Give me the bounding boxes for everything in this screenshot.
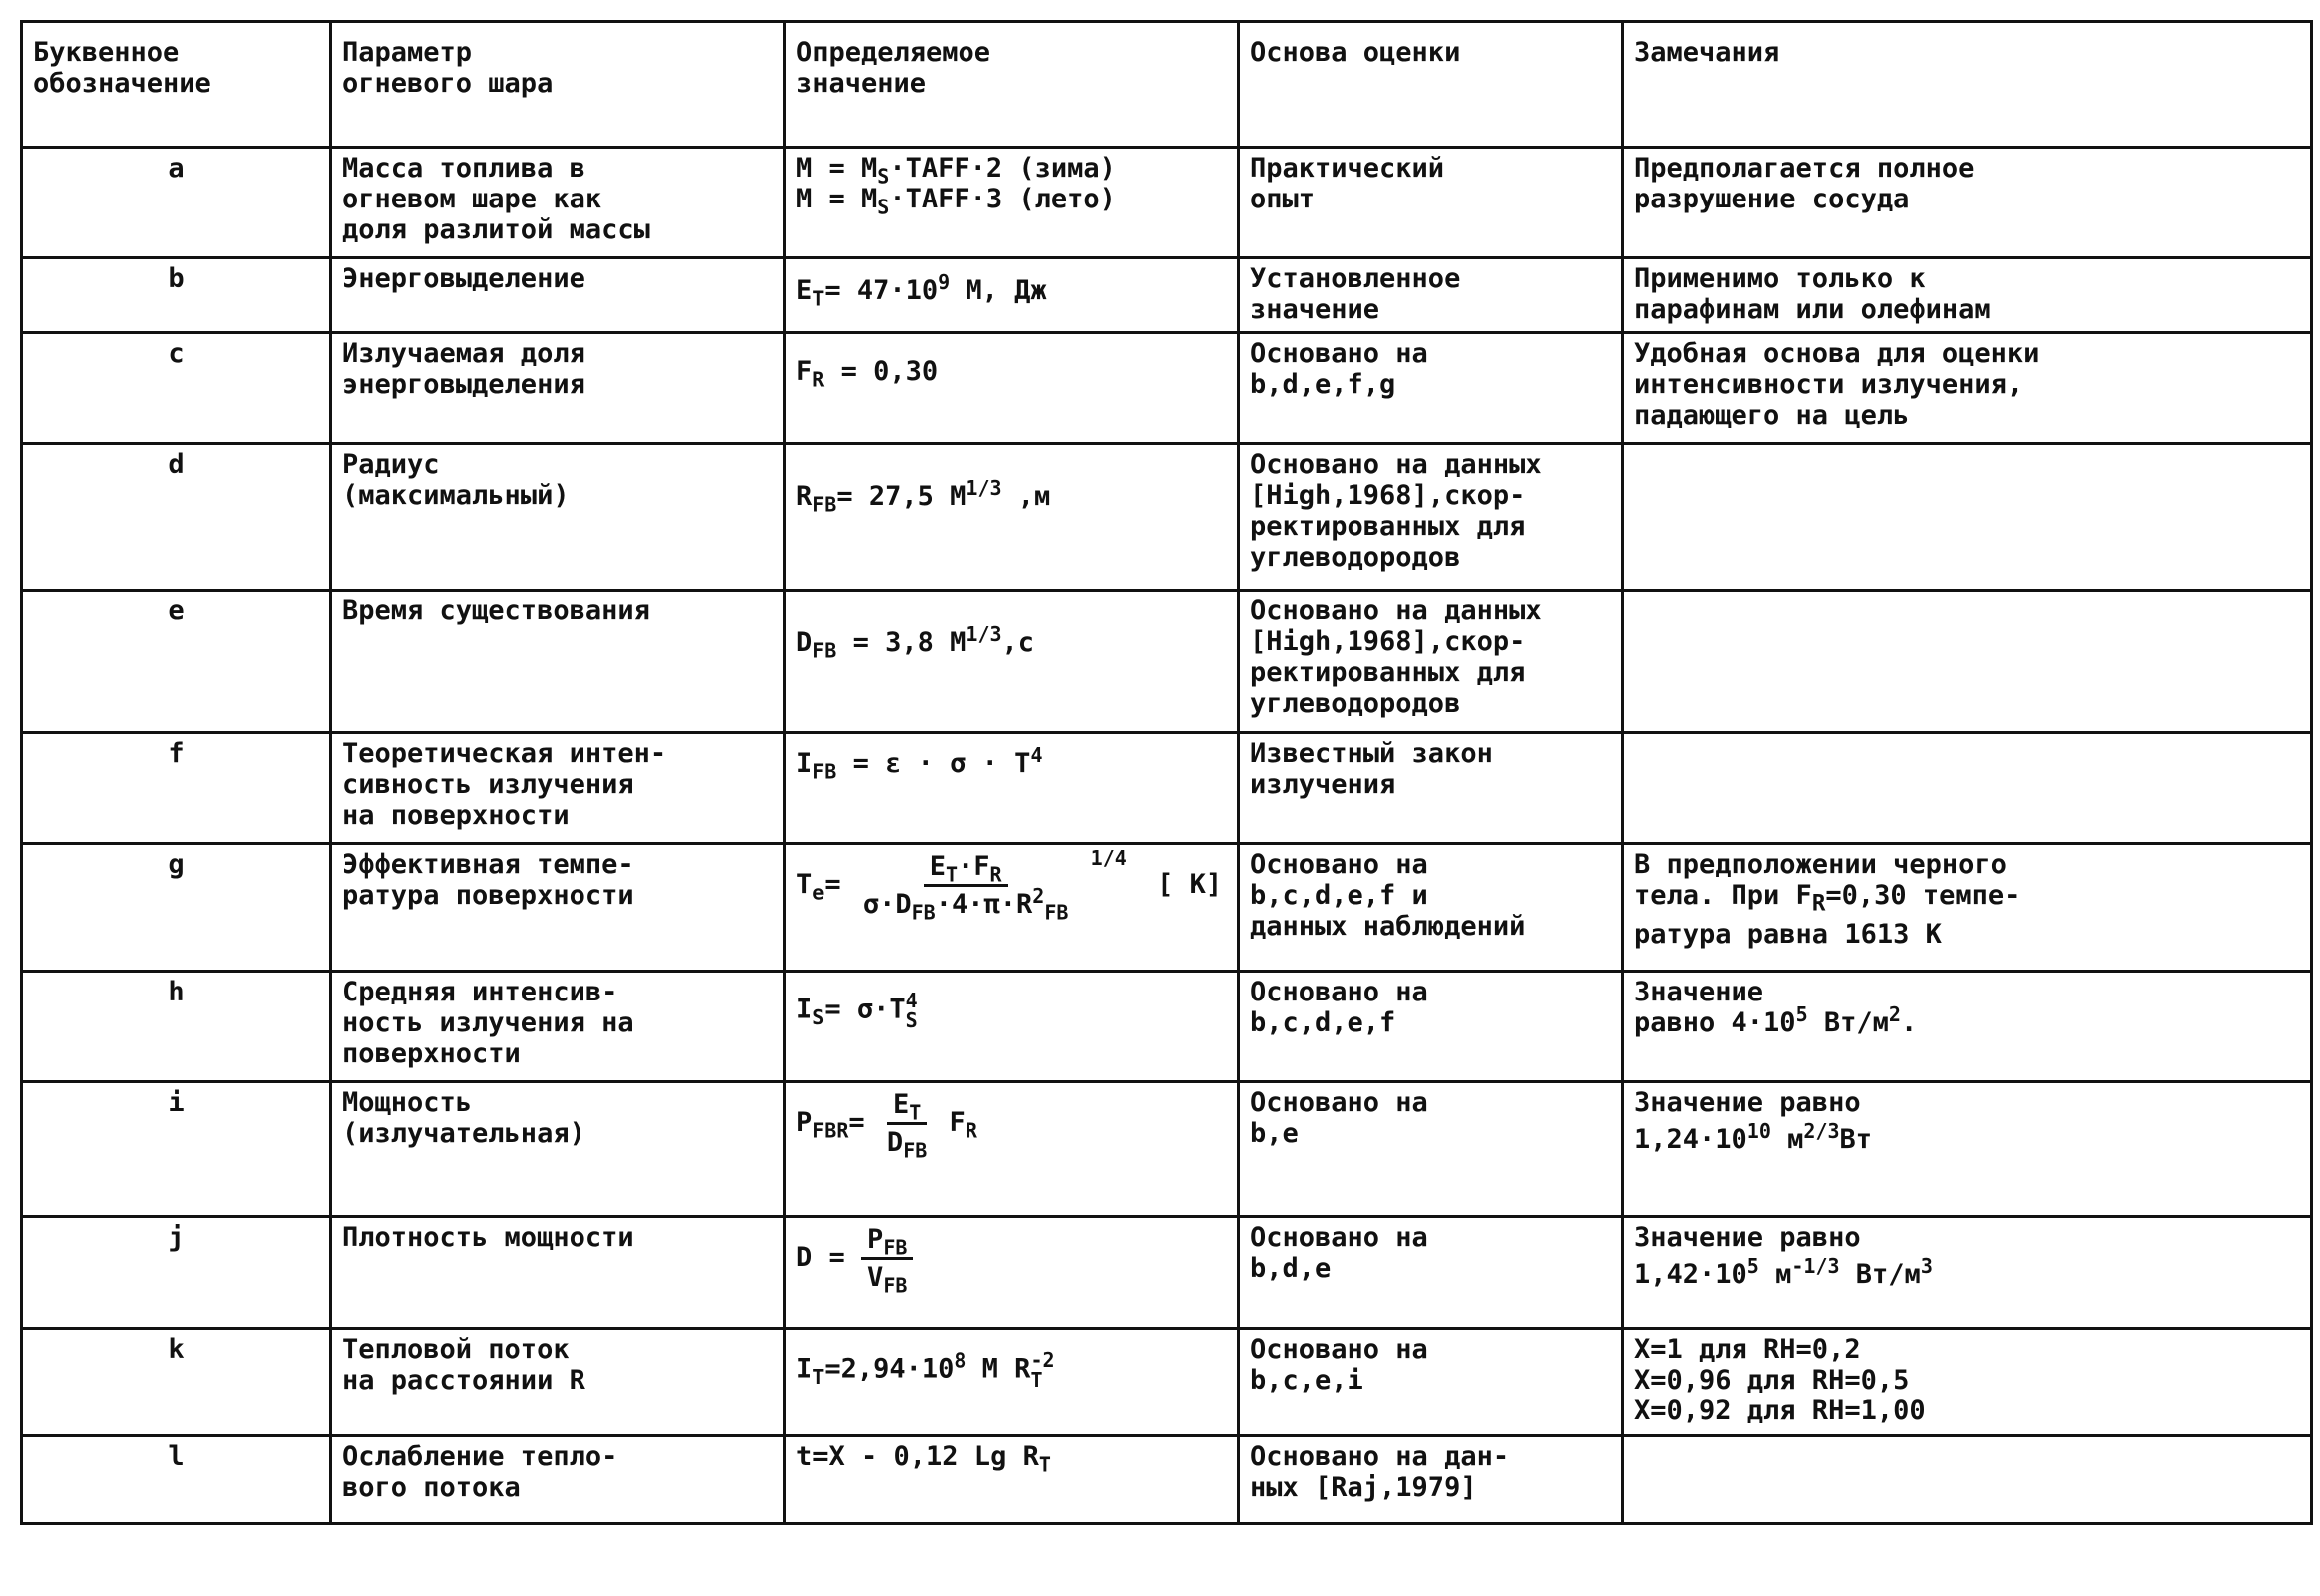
table-row [22,1082,2312,1217]
table-row [22,1436,2312,1524]
header-letter: Буквенное обозначение [22,22,331,148]
row-notes: X=1 для RH=0,2 X=0,96 для RH=0,5 X=0,92 для RH=1,00 [1623,1329,2312,1436]
row-letter: k [22,1329,331,1436]
row-parameter: Мощность (излучательная) [331,1082,785,1217]
row-basis: Известный закон излучения [1239,733,1623,844]
row-notes [1623,444,2312,591]
row-basis: Основано на b,d,e [1239,1217,1623,1329]
table-row [22,972,2312,1082]
row-notes: Значение равно $1,42\cdot 10^5$ $м^{-1/3}$ $Вт/м^3$ [1623,1217,2312,1329]
header-basis: Основа оценки [1239,22,1623,148]
row-letter: j [22,1217,331,1329]
row-letter: l [22,1436,331,1524]
row-formula: $P_{FBR}=$ $\frac{E_T}{D_{FB}}$ $F_R$ [785,1082,1239,1217]
row-basis: Основано на b,e [1239,1082,1623,1217]
row-notes [1623,733,2312,844]
row-letter: b [22,258,331,333]
row-basis: Основано на b,d,e,f,g [1239,333,1623,444]
row-notes [1623,591,2312,733]
row-parameter: Теоретическая интен- сивность излучения на поверхности [331,733,785,844]
table-row [22,444,2312,591]
row-basis: Основано на данных [High,1968],скор- ректированных для углеводородов [1239,591,1623,733]
fraction: $\frac{E_T\cdot F_R}{\sigma\cdot D_{FB}\cdot 4\cdot\pi\cdot R^2_{FB}}$ [862,851,1069,925]
row-formula: t=X - 0,12 Lg $R_T$ [785,1436,1239,1524]
row-basis: Установленное значение [1239,258,1623,333]
header-notes: Замечания [1623,22,2312,148]
table-row [22,148,2312,258]
row-letter: a [22,148,331,258]
row-formula: $I_{FB} = \varepsilon \cdot \sigma \cdot T^4$ [785,733,1239,844]
row-letter: i [22,1082,331,1217]
row-letter: d [22,444,331,591]
table-row [22,591,2312,733]
header-value: Определяемое значение [785,22,1239,148]
row-formula: $E_T= 47\cdot 10^9$ M, Дж [785,258,1239,333]
row-formula: $F_R = 0,30$ [785,333,1239,444]
parameter-table [20,20,2313,1525]
row-basis: Практический опыт [1239,148,1623,258]
row-notes: Применимо только к парафинам или олефинам [1623,258,2312,333]
row-basis: Основано на b,c,d,e,f [1239,972,1623,1082]
row-basis: Основано на b,c,e,i [1239,1329,1623,1436]
row-parameter: Средняя интенсив- ность излучения на поверхности [331,972,785,1082]
row-notes: Значение равно $1,24\cdot 10^{10}$ $м^{2/3}Вт$ [1623,1082,2312,1217]
row-letter: f [22,733,331,844]
table-row [22,333,2312,444]
row-notes [1623,1436,2312,1524]
row-basis: Основано на b,c,d,e,f и данных наблюдений [1239,844,1623,972]
row-notes: В предположении черного тела. При $F_R=0,30$ темпе- ратура равна 1613 К [1623,844,2312,972]
row-notes: Значение равно $4\cdot 10^5$ $Вт/м^2$. [1623,972,2312,1082]
row-letter: g [22,844,331,972]
row-parameter: Ослабление тепло- вого потока [331,1436,785,1524]
row-parameter: Радиус (максимальный) [331,444,785,591]
row-formula: $M = M_S\cdot TAFF\cdot 2$ (зима) $M = M_S\cdot TAFF\cdot 3$ (лето) [785,148,1239,258]
fraction: $\frac{P_{FB}}{V_{FB}}$ [861,1224,913,1293]
table-row [22,1217,2312,1329]
row-basis: Основано на данных [High,1968],скор- ректированных для углеводородов [1239,444,1623,591]
row-basis: Основано на дан- ных [Raj,1979] [1239,1436,1623,1524]
row-parameter: Тепловой поток на расстоянии R [331,1329,785,1436]
row-formula: $I_T=2,94\cdot 10^8$ M R -2 T [785,1329,1239,1436]
row-parameter: Излучаемая доля энерговыделения [331,333,785,444]
table-row [22,258,2312,333]
row-notes: Удобная основа для оценки интенсивности излучения, падающего на цель [1623,333,2312,444]
header-row [22,22,2312,148]
header-parameter: Параметр огневого шара [331,22,785,148]
row-parameter: Масса топлива в огневом шаре как доля разлитой массы [331,148,785,258]
table-row [22,844,2312,972]
row-notes: Предполагается полное разрушение сосуда [1623,148,2312,258]
row-parameter: Время существования [331,591,785,733]
row-formula: $D_{FB} = 3,8$ $M^{1/3},c$ [785,591,1239,733]
table-row [22,1329,2312,1436]
row-formula: D = $\frac{P_{FB}}{V_{FB}}$ [785,1217,1239,1329]
row-letter: e [22,591,331,733]
row-formula: $I_S= \sigma\cdot T$ 4 S [785,972,1239,1082]
table-row [22,733,2312,844]
row-letter: c [22,333,331,444]
row-parameter: Плотность мощности [331,1217,785,1329]
row-parameter: Энерговыделение [331,258,785,333]
row-parameter: Эффективная темпе- ратура поверхности [331,844,785,972]
row-formula: $T_e=$ $\frac{E_T\cdot F_R}{\sigma\cdot D_{FB}\cdot 4\cdot\pi\cdot R^2_{FB}}$ $^{1/4}$ [ K] [785,844,1239,972]
row-letter: h [22,972,331,1082]
fraction: $\frac{E_T}{D_{FB}}$ [886,1089,928,1163]
row-formula: $R_{FB}= 27,5$ $M^{1/3}$ ,м [785,444,1239,591]
